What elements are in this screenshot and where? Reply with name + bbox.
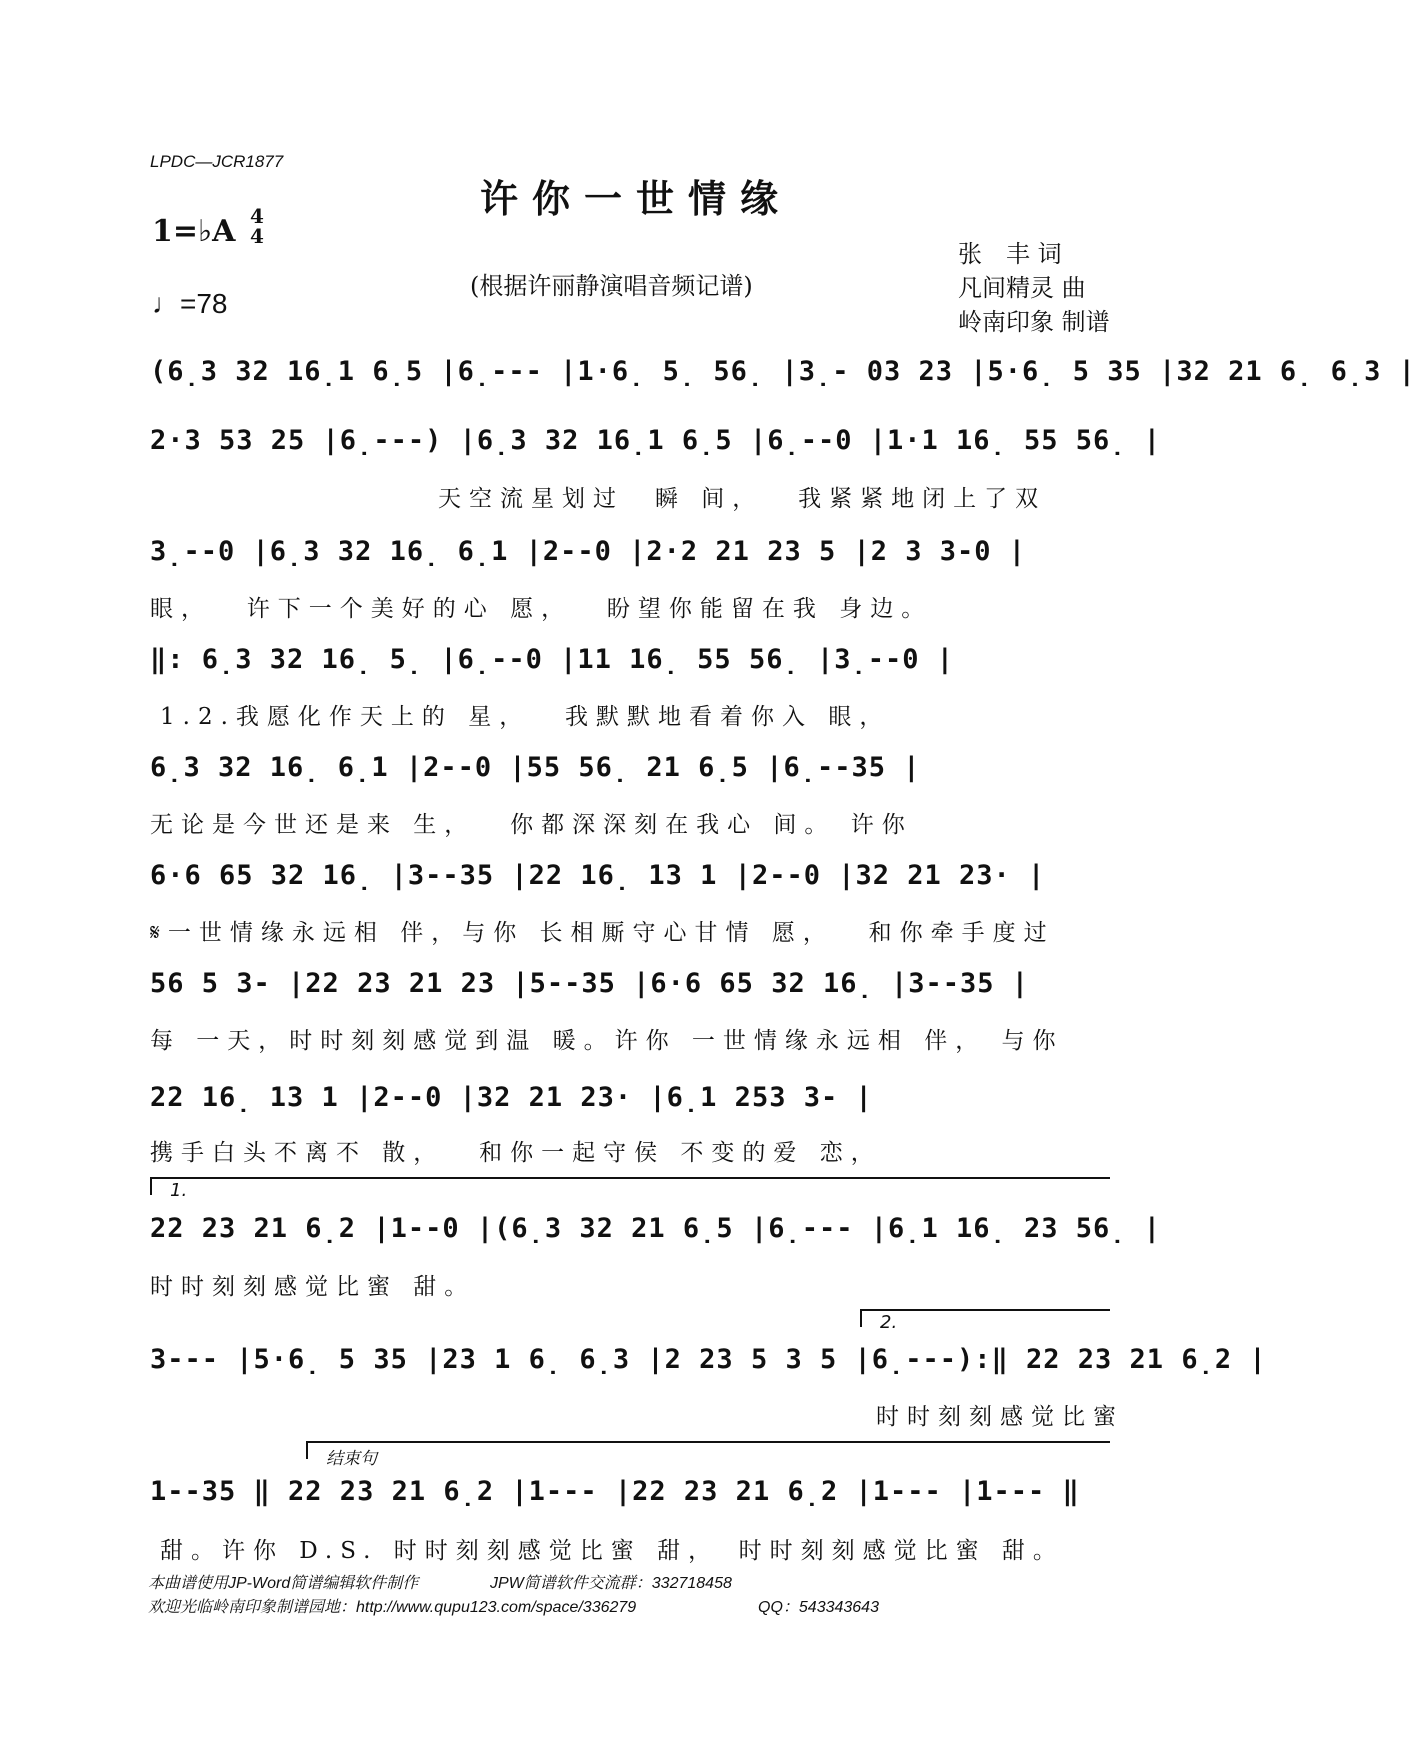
lyric-row-4: 1.2.我愿化作天上的 星， 我默默地看着你入 眼， (160, 704, 891, 730)
volta-line-1 (150, 1177, 1110, 1179)
notation-row-11: 1--35 ‖ 22 23 21 6̣2 |1--- |22 23 21 6̣2 |1--- |1--- ‖ (150, 1476, 1080, 1507)
time-signature-bottom: 4 (250, 224, 264, 248)
volta-second-label: 2. (880, 1312, 898, 1333)
ending-label: 结束句 (326, 1449, 377, 1469)
footer-software-note: 本曲谱使用JP-Word简谱编辑软件制作 (148, 1575, 419, 1592)
volta-first-label: 1. (170, 1180, 188, 1201)
time-signature (246, 206, 268, 246)
subtitle: (根据许丽静演唱音频记谱) (470, 272, 753, 300)
lyric-row-11: 甜。许你 D.S. 时时刻刻感觉比蜜 甜， 时时刻刻感觉比蜜 甜。 (160, 1538, 1064, 1564)
volta-hook-2 (860, 1309, 862, 1327)
composer-credit: 凡间精灵 曲 (958, 274, 1086, 302)
notation-row-5: 6̣3 32 16̣ 6̣1 |2--0 |55 56̣ 21 6̣5 |6̣--35 | (150, 752, 921, 783)
lyric-row-10: 时时刻刻感觉比蜜 (876, 1404, 1124, 1430)
notation-row-2: 2·3 53 25 |6̣---) |6̣3 32 16̣1 6̣5 |6̣--0 |1·1 16̣ 55 56̣ | (150, 425, 1162, 456)
lyric-row-6: 𝄋一世情缘永远相 伴，与你 长相厮守心甘情 愿， 和你牵手度过 (150, 920, 1055, 946)
ending-bracket-hook (306, 1441, 308, 1459)
lyric-row-2: 天空流星划过 瞬 间， 我紧紧地闭上了双 (438, 486, 1047, 512)
footer-website: 欢迎光临岭南印象制谱园地：http://www.qupu123.com/space/336279 (148, 1599, 637, 1616)
lyricist-credit: 张 丰 词 (958, 240, 1062, 268)
lyric-row-9: 时时刻刻感觉比蜜 甜。 (150, 1274, 476, 1300)
volta-hook-1 (150, 1177, 152, 1195)
notation-row-10: 3--- |5·6̣ 5 35 |23 1 6̣ 6̣3 |2 23 5 3 5 |6̣---):‖ 22 23 21 6̣2 | (150, 1344, 1267, 1375)
time-signature-top: 4 (250, 204, 264, 228)
arranger-credit: 岭南印象 制谱 (958, 308, 1110, 336)
notation-row-4: ‖: 6̣3 32 16̣ 5̣ |6̣--0 |11 16̣ 55 56̣ |3̣--0 | (150, 644, 955, 675)
notation-row-1: (6̣3 32 16̣1 6̣5 |6̣--- |1·6̣ 5̣ 56̣ |3̣- 03 23 |5·6̣ 5 35 |32 21 6̣ 6̣3 | (150, 356, 1416, 387)
footer-group-note: JPW简谱软件交流群：332718458 (490, 1575, 732, 1592)
lyric-row-3: 眼， 许下一个美好的心 愿， 盼望你能留在我 身边。 (150, 596, 933, 622)
notation-row-9: 22 23 21 6̣2 |1--0 |(6̣3 32 21 6̣5 |6̣--- |6̣1 16̣ 23 56̣ | (150, 1213, 1162, 1244)
footer-qq: QQ：543343643 (758, 1599, 879, 1616)
notation-row-7: 56 5 3- |22 23 21 23 |5--35 |6·6 65 32 16̣ |3--35 | (150, 968, 1030, 999)
notation-row-3: 3̣--0 |6̣3 32 16̣ 6̣1 |2--0 |2·2 21 23 5 |2 3 3-0 | (150, 536, 1027, 567)
score-code: LPDC—JCR1877 (150, 152, 284, 171)
notation-row-8: 22 16̣ 13 1 |2--0 |32 21 23· |6̣1 253 3- | (150, 1082, 873, 1113)
key-signature: 1=♭A (152, 214, 236, 249)
lyric-row-8: 携手白头不离不 散， 和你一起守侯 不变的爱 恋， (150, 1140, 882, 1166)
notation-row-6: 6·6 65 32 16̣ |3--35 |22 16̣ 13 1 |2--0 |32 21 23· | (150, 860, 1046, 891)
tempo-marking: ♩=78 (152, 288, 228, 319)
lyric-row-7: 每 一天，时时刻刻感觉到温 暖。许你 一世情缘永远相 伴， 与你 (150, 1028, 1064, 1054)
lyric-row-5: 无论是今世还是来 生， 你都深深刻在我心 间。 许你 (150, 812, 913, 838)
ending-bracket-line (306, 1441, 1110, 1443)
song-title: 许你一世情缘 (479, 176, 792, 221)
volta-line-2 (860, 1309, 1110, 1311)
